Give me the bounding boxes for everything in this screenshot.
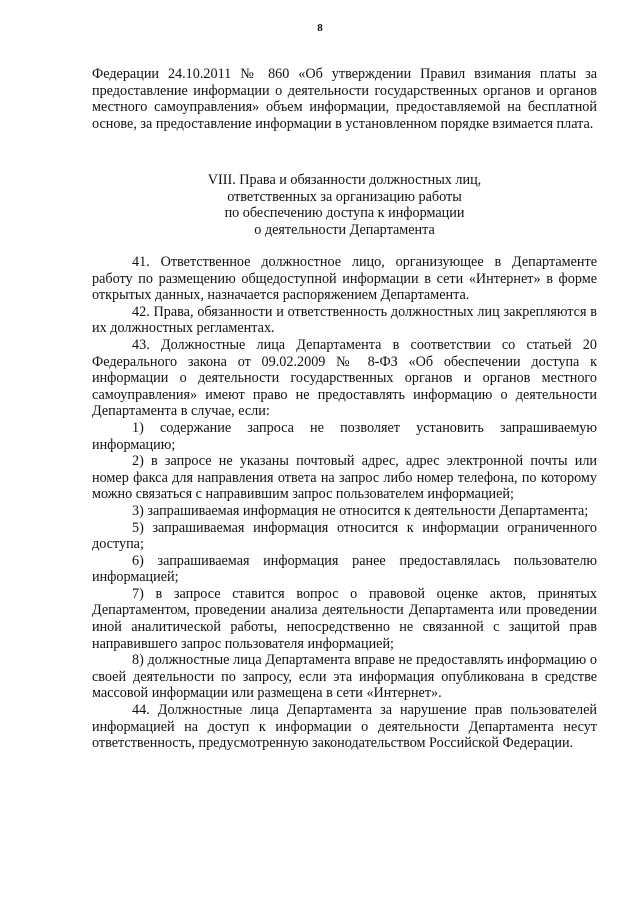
section-body (92, 254, 597, 752)
paragraph-44: 44. Должностные лица Департамента за нарушение прав пользователей информацией на доступ к информации о деятельности Департамента несут ответственность, предусмотренную законодательством Российской Федерации. (92, 702, 597, 752)
section-heading (92, 172, 597, 238)
section-heading-line: по обеспечению доступа к информации (224, 205, 465, 222)
intro-paragraph: Федерации 24.10.2011 № 860 «Об утверждении Правил взимания платы за предоставление информации о деятельности государственных органов и органов местного самоуправления» объем информации, предоставляемой на бесплатной основе, за предоставление информации в установленном порядке взимается плата. (92, 66, 597, 132)
section-heading-line: ответственных за организацию работы (227, 188, 462, 205)
intro-paragraph-block (92, 66, 597, 132)
list-item-3: 3) запрашиваемая информация не относится к деятельности Департамента; (132, 502, 589, 519)
paragraph-41: 41. Ответственное должностное лицо, организующее в Департаменте работу по размещению общедоступной информации в сети «Интернет» в форме открытых данных, назначается распоряжением Департамента. (92, 254, 597, 304)
paragraph-43: 43. Должностные лица Департамента в соответствии со статьей 20 Федерального закона от 09.02.2009 № 8-ФЗ «Об обеспечении доступа к информации о деятельности государственных органов и органов местного самоуправления» имеют право не предоставлять информацию о деятельности Департамента в случае, если: (92, 336, 597, 420)
page-number: 8 (317, 22, 323, 34)
list-item-6: 6) запрашиваемая информация ранее предоставлялась пользователю информацией; (92, 552, 597, 586)
list-item-8: 8) должностные лица Департамента вправе не предоставлять информацию о своей деятельности по запросу, если эта информация опубликована в средстве массовой информации или размещена в сети «Интернет». (92, 652, 597, 702)
paragraph-42: 42. Права, обязанности и ответственность должностных лиц закрепляются в их должностных регламентах. (92, 303, 597, 337)
list-item-2: 2) в запросе не указаны почтовый адрес, адрес электронной почты или номер факса для направления ответа на запрос либо номер телефона, по которому можно связаться с направившим запрос пользователем информацией; (92, 453, 597, 503)
section-heading-line: о деятельности Департамента (254, 221, 435, 238)
section-heading-line: VIII. Права и обязанности должностных лиц, (207, 172, 482, 188)
list-item-5: 5) запрашиваемая информация относится к информации ограниченного доступа; (92, 519, 597, 553)
list-item-7: 7) в запросе ставится вопрос о правовой оценке актов, принятых Департаментом, проведении анализа деятельности Департамента или проведении иной аналитической работы, непосредственно не связанной с защитой прав направившего запрос пользователя информацией; (92, 585, 597, 652)
list-item-1: 1) содержание запроса не позволяет установить запрашиваемую информацию; (92, 419, 597, 453)
